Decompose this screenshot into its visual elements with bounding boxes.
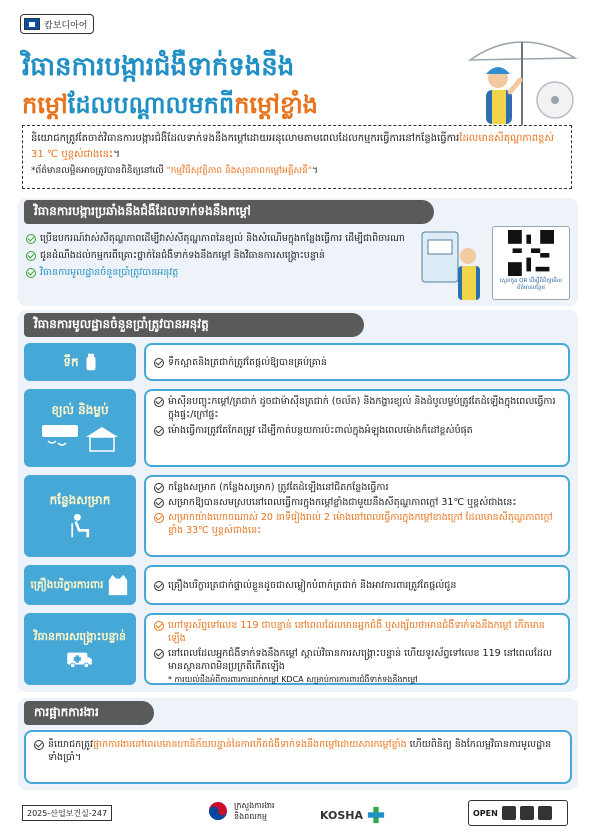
row-label-text: ទឹក [63, 355, 79, 369]
check-icon [26, 251, 36, 261]
title-line-2-b: ដែលបណ្ដាលមកពី [67, 91, 235, 119]
row-item [154, 356, 327, 369]
row-item [154, 395, 560, 421]
cooling-vest-icon [107, 573, 129, 597]
open-license-badge [468, 800, 568, 826]
check-icon [154, 513, 164, 523]
kosha-label: KOSHA [320, 808, 364, 822]
title-line-2-c: កម្ដៅខ្លាំង [234, 91, 318, 119]
section-3-heading: ការផ្អាកការងារ [24, 701, 154, 725]
language-badge [20, 14, 94, 34]
intro-text [31, 131, 563, 163]
intro-text-highlight: ដែលមានសីតុណ្ហភាពខ្ពស់ 31 ℃ ឬខ្ពស់ជាងនេះ [31, 133, 555, 160]
row-item [154, 424, 560, 437]
section-1-item [26, 266, 411, 279]
section-1-item [26, 232, 411, 245]
row-label-text: កន្លែងសម្រាក [49, 493, 111, 507]
row-item-text: ហៅទូរស័ព្ទទៅលេខ 119 ជាបន្ទាន់ នៅពេលដែលមានអ្នកជំងឺ ឬសង្ស័យថាមានជំងឺទាក់ទងនឹងកម្ដៅ កើតមានឡើង [168, 620, 545, 644]
cambodia-flag-icon [24, 18, 40, 30]
check-icon [154, 621, 164, 631]
row-label-wind-shade [24, 389, 136, 467]
row-item [154, 619, 560, 645]
section-1-heading: វិធានការបង្ការប្រឆាំងនឹងជំងឺដែលទាក់ទងនឹងកម្ដៅ [24, 200, 434, 224]
row-box-water [144, 343, 570, 381]
row-item-text: ម៉ាស៊ីនបញ្ចុះកម្ដៅ/ត្រជាក់ ដូចជាម៉ាស៊ីនត្រជាក់ (ចល័ត) និងកង្ហារខ្យល់ និងដំបូលម្លប់ត្រូវតែដំឡើងក្នុងពេលធ្វើការក្នុងផ្ទះ/ក្រៅផ្ទះ [168, 396, 556, 420]
section-1-item-text: ប្រើឧបករណ៍វាស់សីតុណ្ហភាពដើម្បីវាស់សីតុណ្ហភាពនៃខ្យល់ និងសំណើមក្នុងកន្លែងធ្វើការ ដើម្បីជាពិចារណា [40, 233, 405, 244]
check-icon [154, 426, 164, 436]
emergency-note: * ការយល់ដឹងអំពីការពារការដាក់កម្ដៅ KDCA សម្រាប់ការការពារជំងឺទាក់ទងនឹងកម្ដៅ [168, 675, 418, 684]
section-1-item-text: ជូនដំណឹងដល់កម្មករពីគ្រោះថ្នាក់នៃជំងឺទាក់ទងនឹងកម្ដៅ និងវិធានការសង្គ្រោះបន្ទាន់ [40, 250, 325, 261]
title-line-2-a: កម្ដៅ [22, 91, 68, 119]
kosha-logo [320, 806, 385, 824]
check-icon [154, 483, 164, 493]
qr-block [492, 226, 570, 300]
check-icon [26, 234, 36, 244]
title-line-1: វិធានការបង្ការជំងឺទាក់ទងនឹង [22, 52, 295, 82]
intro-note-main: *ព័ត៌មានលម្អិតអាចត្រូវបានពិនិត្យនៅលើ [31, 166, 167, 176]
row-box-protective-equipment [144, 565, 570, 605]
section-3-text-end: ហើយពិនិត្យ និងកែលម្អវិធានការមូលដ្ឋានទាំងប្រាំ។ [48, 739, 552, 763]
check-icon [154, 397, 164, 407]
ministry-name-line-2: និងពលកម្ម [234, 812, 268, 821]
row-item [154, 511, 560, 537]
intro-note-end: ។ [311, 166, 318, 176]
intro-note-highlight: "កម្មវិធីសុវត្ថិភាព និងសុខភាពកម្ដៅអគ្គីសនី" [166, 166, 312, 176]
title-line-2 [22, 86, 452, 124]
ministry-name [234, 800, 274, 822]
language-label: 캄보디아어 [44, 20, 88, 31]
ministry-name-line-1: ក្រសួងការងារ [234, 801, 275, 810]
row-label-text: គ្រឿងបរិក្ខារការពារ [30, 578, 104, 591]
row-item-text: ទឹកស្អាតនិងត្រជាក់ត្រូវតែផ្ដល់ឱ្យបានគ្រប់គ្រាន់ [168, 356, 327, 368]
row-item-text: សម្រាកយ៉ាងហោចណាស់ 20 នាទីរៀងរាល់ 2 ម៉ោងនៅពេលធ្វើការក្នុងកម្ដៅខាងក្រៅ ដែលមានសីតុណ្ហភាពក្ដៅខ្លាំង 33℃ ឬខ្ពស់ជាងនេះ [168, 512, 553, 536]
row-item [154, 496, 560, 509]
water-bottle-icon [85, 353, 97, 371]
section-3-text-a: និយោជកត្រូវ [48, 739, 94, 750]
row-label-text: ខ្យល់ និងម្លប់ [51, 403, 109, 417]
section-1-item [26, 249, 411, 262]
row-item [154, 579, 456, 592]
kosha-cross-icon [367, 806, 385, 824]
document-code: 2025-산업보건실-247 [22, 805, 112, 821]
row-item-text: នៅពេលដែលអ្នកជំងឺទាក់ទងនឹងកម្ដៅ ស្គាល់វិធានការសង្គ្រោះបន្ទាន់ ហើយទូរស័ព្ទទៅលេខ 119 នៅពេលដែលមានស្ថានភាពមិនប្រក្រតីកើតឡើង [168, 648, 552, 672]
intro-text-end: ។ [113, 149, 120, 160]
row-item-text: សម្រាកឱ្យបានសមស្របនៅពេលធ្វើការក្នុងកម្ដៅខ្លាំងជាមួយនឹងសីតុណ្ហភាពក្ដៅ 31℃ ឬខ្ពស់ជាងនេះ [168, 497, 517, 508]
row-item-text: ម៉ោងធ្វើការត្រូវតែកែតម្រូវ ដើម្បីកាត់បន្ថយការប៉ះពាល់ក្នុងអំឡុងពេលម៉ោងក៏ដៅខ្ពស់បំផុត [168, 425, 473, 436]
section-3-text [48, 738, 562, 764]
row-box-wind-shade [144, 389, 570, 467]
section-3-text-highlight: ផ្អាកការងារនៅពេលមានហានិភ័យបន្ទាន់នៃការកើតជំងឺទាក់ទងនឹងកម្ដៅដោយសារកម្ដៅខ្លាំង [93, 739, 407, 750]
ambulance-icon [66, 649, 94, 669]
row-label-rest-area [24, 475, 136, 557]
intro-note [31, 163, 563, 179]
section-2-heading: វិធានការមូលដ្ឋានចំនួនប្រាំត្រូវបានអនុវត្ត [24, 313, 364, 337]
intro-box [22, 125, 572, 189]
section-1-list [26, 232, 411, 279]
check-icon [154, 498, 164, 508]
row-label-water [24, 343, 136, 381]
row-label-protective-equipment [24, 565, 136, 605]
row-item [154, 647, 560, 673]
section-1-item-text: វិធានការមូលដ្ឋានចំនួនប្រាំត្រូវបានអនុវត្ត [40, 267, 179, 278]
row-label-text: វិធានការសង្គ្រោះបន្ទាន់ [34, 629, 126, 643]
open-label: OPEN [473, 808, 498, 818]
row-box-emergency [144, 613, 570, 685]
section-3-box [24, 730, 572, 784]
qr-code-icon[interactable] [508, 230, 554, 276]
intro-text-main: និយោជកត្រូវតែចាត់វិធានការបង្ការជំងឺដែលទាក់ទងនឹងកម្ដៅដោយអនុលោមតាមពេលដែលកម្មករធ្វើការនៅកន្លែងធ្វើការ [31, 133, 460, 144]
ministry-logo [208, 800, 274, 822]
hot-worker-illustration [450, 30, 585, 130]
check-icon [154, 649, 164, 659]
qr-caption: ស្កេនកូដ QR ដើម្បីពិនិត្យមើលព័ត៌មានបន្ថែម [499, 278, 563, 291]
row-item-text: កន្លែងសម្រាក (កន្លែងសម្រាក) ត្រូវតែដំឡើងនៅជិតកន្លែងធ្វើការ [168, 482, 389, 493]
page-title [22, 48, 452, 124]
check-icon [154, 358, 164, 368]
check-icon [26, 268, 36, 278]
air-conditioner-icon [40, 423, 120, 453]
license-icons [502, 806, 552, 820]
row-item-text: គ្រឿងបរិក្ខារត្រជាក់ផ្ទាល់ខ្លួនដូចជាសម្លៀកបំពាក់ត្រជាក់ និងអាវការពារត្រូវតែផ្ដល់ជូន [168, 579, 457, 591]
korea-emblem-icon [208, 801, 228, 821]
check-icon [154, 581, 164, 591]
resting-person-icon [67, 513, 93, 539]
thermometer-worker-icon [418, 228, 488, 303]
row-box-rest-area [144, 475, 570, 557]
check-icon [34, 740, 44, 750]
row-item [154, 481, 560, 494]
section-3-item [34, 738, 562, 764]
row-label-emergency [24, 613, 136, 685]
